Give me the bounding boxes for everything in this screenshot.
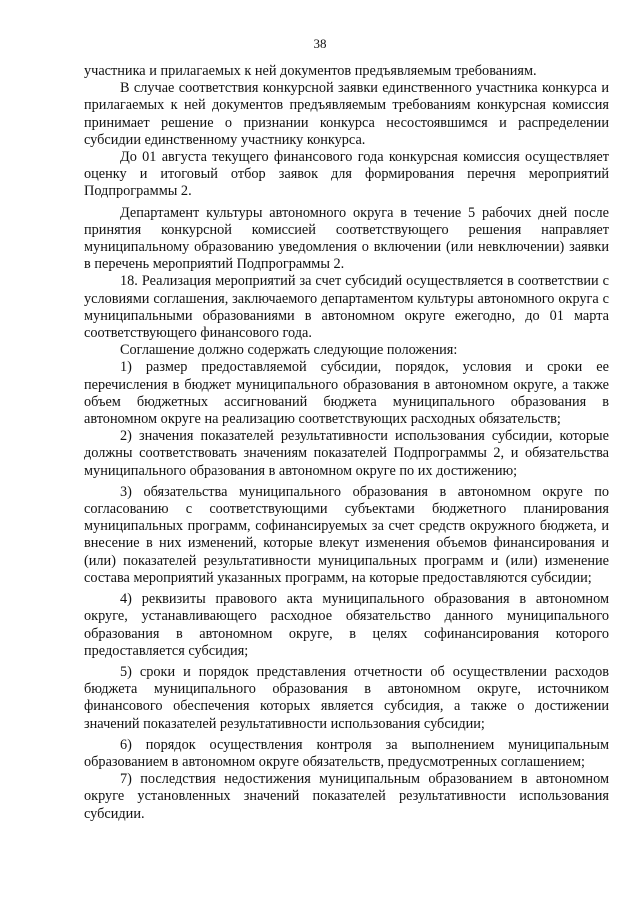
page-number: 38 <box>313 36 327 51</box>
paragraph: До 01 августа текущего финансового года конкурсная комиссия осуществляет оценку и итоговый отбор заявок для формирования перечня мероприятий Подпрограммы 2. <box>84 149 609 200</box>
paragraph: Департамент культуры автономного округа в течение 5 рабочих дней после принятия конкурсной комиссией соответствующего решения направляет муниципальному образованию уведомления о включении (или невключении) заявки в перечень мероприятий Подпрограммы 2. <box>84 204 609 273</box>
list-item: 7) последствия недостижения муниципальным образованием в автономном округе установленных значений показателей результативности использования субсидии. <box>84 771 609 822</box>
list-item: 4) реквизиты правового акта муниципального образования в автономном округе, устанавливающего расходное обязательство данного муниципального образования в автономном округе, в целях софинансирования которого предоставляется субсидия; <box>84 591 609 659</box>
paragraph: Соглашение должно содержать следующие положения: <box>120 342 458 359</box>
list-item: 3) обязательства муниципального образования в автономном округе по согласованию с соответствующими субъектами бюджетного планирования муниципальных программ, софинансируемых за счет средств окружного бюджета, и внесение в них изменений, которые влекут изменения объемов финансирования и (или) показателей результативности муниципальных программ и (или) изменение состава мероприятий указанных программ, на которые предоставляются субсидии; <box>84 483 609 586</box>
list-item: 2) значения показателей результативности использования субсидии, которые должны соответствовать значениям показателей Подпрограммы 2, и обязательства муниципального образования в автономном округе по их достижению; <box>84 428 609 479</box>
list-item: 5) сроки и порядок представления отчетности об осуществлении расходов бюджета муниципального образования в автономном округе, источником финансового обеспечения которых является субсидия, а также о достижении значений показателей результативности использования субсидии; <box>84 663 609 732</box>
list-item: 1) размер предоставляемой субсидии, порядок, условия и сроки ее перечисления в бюджет муниципального образования в автономном округе, а также объем бюджетных ассигнований бюджета муниципального образования в автономном округе на реализацию соответствующих расходных обязательств; <box>84 359 609 428</box>
paragraph: 18. Реализация мероприятий за счет субсидий осуществляется в соответствии с условиями соглашения, заключаемого департаментом культуры автономного округа с муниципальными образованиями в автономном округе ежегодно, до 01 марта соответствующего финансового года. <box>84 273 609 342</box>
list-item: 6) порядок осуществления контроля за выполнением муниципальным образованием в автономном округе обязательств, предусмотренных соглашением; <box>84 736 609 770</box>
paragraph: В случае соответствия конкурсной заявки единственного участника конкурса и прилагаемых к ней документов предъявляемым требованиям конкурсная комиссия принимает решение о признании конкурса несостоявшимся и распределении субсидии единственному участнику конкурса. <box>84 80 609 148</box>
paragraph: участника и прилагаемых к ней документов предъявляемым требованиям. <box>84 63 537 79</box>
document-body <box>84 63 609 823</box>
